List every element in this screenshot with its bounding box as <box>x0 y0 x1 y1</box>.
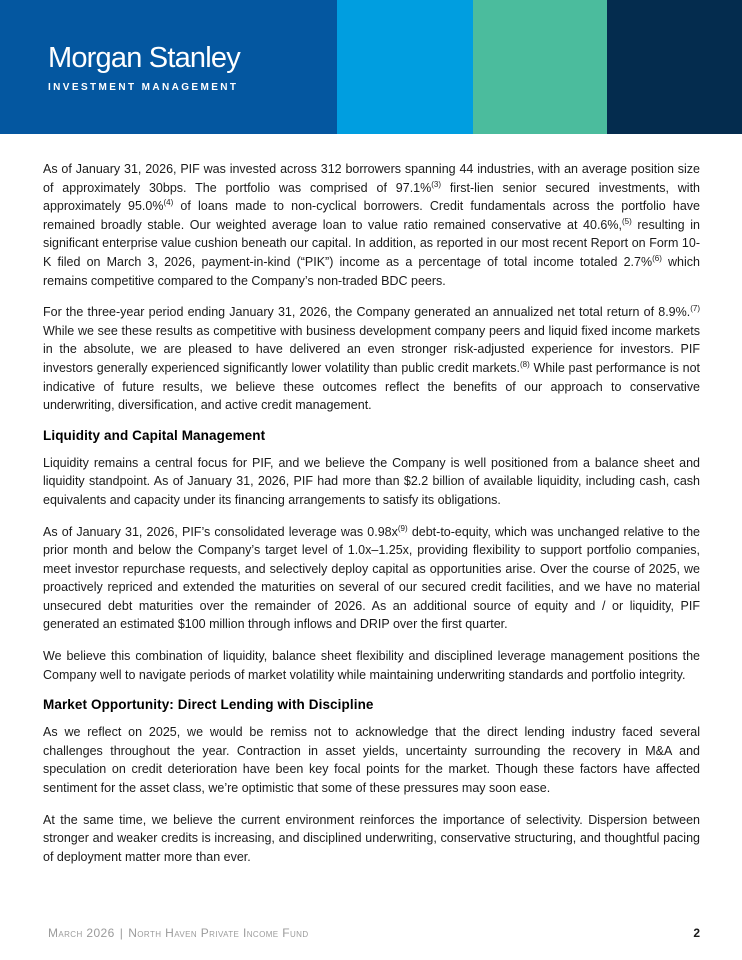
brand-band-teal <box>473 0 607 134</box>
paragraph-portfolio-overview: As of January 31, 2026, PIF was invested across 312 borrowers spanning 44 industries, with an average position size of approximately 30bps. The portfolio was comprised of 97.1%$^{(3)}$ first-lien senior secured investments, with approximately 95.0%$^{(4)}$ of loans made to non-cyclical borrowers. Credit fundamentals across the portfolio have remained broadly stable. Our weighted average loan to value ratio remained conservative at 40.6%,$^{(5)}$ resulting in significant enterprise value cushion beneath our capital. In addition, as reported in our most recent Report on Form 10-K filed on March 3, 2026, payment-in-kind (“PIK”) income as a percentage of total income totaled 2.7%$^{(6)}$ which remains competitive compared to the Company’s non-traded BDC peers. <box>43 162 701 288</box>
brand-band-primary <box>0 0 337 134</box>
paragraph-performance: For the three-year period ending January 31, 2026, the Company generated an annualized net total return of 8.9%.$^{(7)}$ While we see these results as competitive with business development company peers and liquid fixed income markets in the absolute, we are pleased to have delivered an even stronger risk-adjusted experience for investors. PIF investors generally experienced significantly lower volatility than public credit markets.$^{(8)}$ While past performance is not indicative of future results, we believe these outcomes reflect the benefits of our approach to conservative underwriting, diversification, and active credit management. <box>43 304 700 413</box>
paragraph-market-challenges: As we reflect on 2025, we would be remiss not to acknowledge that the direct lending industry faced several challenges throughout the year. Contraction in asset yields, uncertainty surrounding the recovery in M&A and speculation on credit deterioration have been key focal points for the market. Though these factors have affected sentiment for the asset class, we’re optimistic that some of these pressures may soon ease. <box>43 725 700 796</box>
brand-band-navy <box>607 0 742 134</box>
division-label: INVESTMENT MANAGEMENT <box>48 82 239 93</box>
brand-block <box>0 0 240 93</box>
masthead <box>0 0 742 134</box>
footer-date: March 2026 <box>48 926 115 940</box>
paragraph-liquidity: Liquidity remains a central focus for PIF, and we believe the Company is well positioned from a balance sheet and liquidity standpoint. As of January 31, 2026, PIF had more than $2.2 billion of available liquidity, including cash, cash equivalents and capacity under its financing arrangements to satisfy its obligations. <box>43 455 700 507</box>
heading-market-opportunity: Market Opportunity: Direct Lending with Discipline <box>43 697 374 713</box>
footer-fund-name: North Haven Private Income Fund <box>128 926 309 940</box>
morgan-stanley-logo: Morgan Stanley <box>48 42 240 74</box>
heading-liquidity-capital-management: Liquidity and Capital Management <box>43 427 266 443</box>
page-number: 2 <box>693 926 700 940</box>
paragraph-leverage: As of January 31, 2026, PIF’s consolidated leverage was $0.98x^{(9)}$ debt-to-equity, which was unchanged relative to the prior month and below the Company’s target level of 1.0x–1.25x, providing flexibility to support portfolio companies, meet investor repurchase requests, and selectively deploy capital as opportunities arise. Over the course of 2025, we proactively repriced and extended the maturities on several of our secured credit facilities, and we have no material unsecured debt maturities over the remainder of 2026. As an additional source of equity and / or liquidity, PIF generated an estimated $100 million through inflows and DRIP over the first quarter. <box>43 523 700 632</box>
footer-separator: | <box>119 926 124 940</box>
footer-date-fund <box>48 926 309 940</box>
page-footer <box>48 926 700 940</box>
paragraph-balance-sheet: We believe this combination of liquidity, balance sheet flexibility and disciplined leverage management positions the Company well to navigate periods of market volatility while maintaining underwriting standards and portfolio integrity. <box>43 649 700 682</box>
paragraph-selectivity: At the same time, we believe the current environment reinforces the importance of selectivity. Dispersion between stronger and weaker credits is increasing, and disciplined underwriting, conservative structuring, and thoughtful pacing of deployment matter more than ever. <box>43 812 700 864</box>
letter-body <box>0 134 742 866</box>
brand-band-lightblue <box>337 0 473 134</box>
